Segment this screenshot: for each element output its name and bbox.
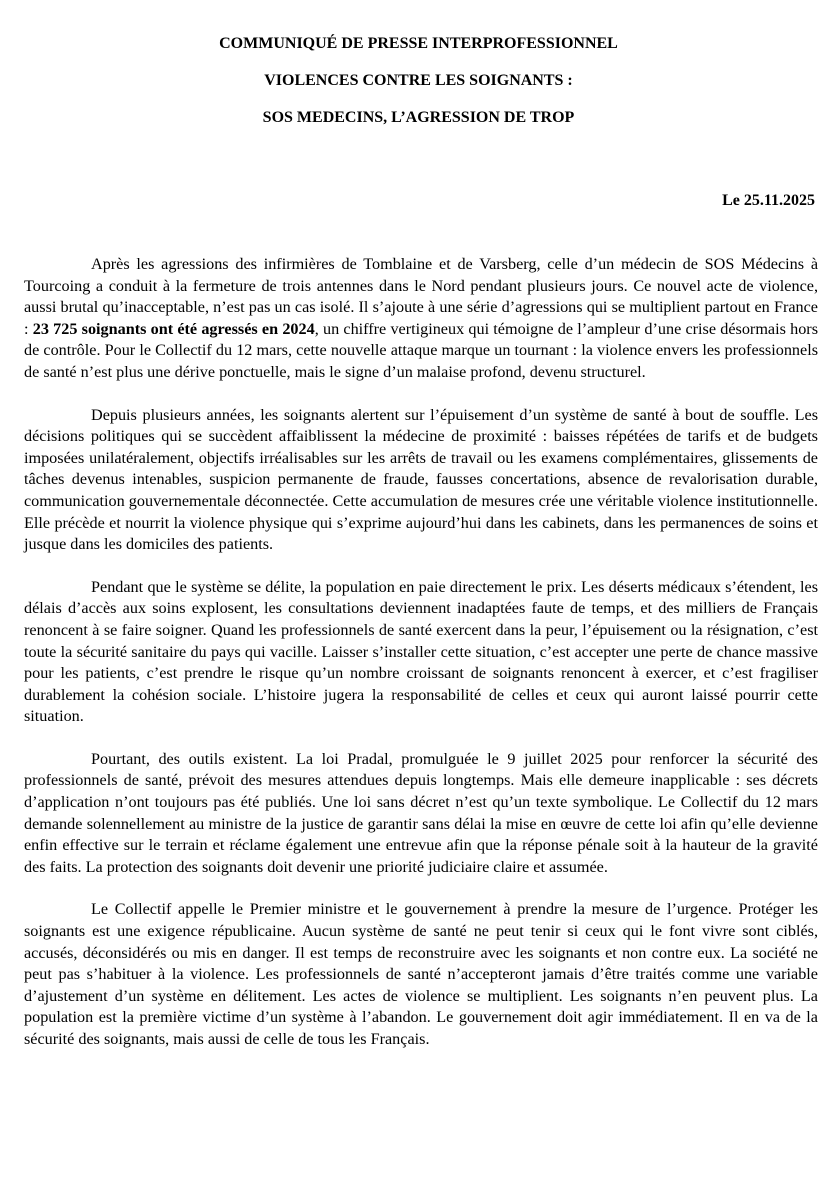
- document-title: VIOLENCES CONTRE LES SOIGNANTS :: [264, 72, 573, 89]
- paragraph-1-text-start: Après les agressions des infirmières de Tomblaine et de Varsberg, celle d’un médecin de SOS Médecins à Tourcoing a conduit à la fermeture de trois antennes dans le Nord pendant plusieurs jours. Ce nouvel acte de violence, aussi brutal qu’inacceptable, n’est pas un cas isolé. Il s’ajoute à une série d’agressions qui se multiplient partout en France :: [24, 255, 818, 338]
- document-heading: COMMUNIQUÉ DE PRESSE INTERPROFESSIONNEL: [219, 35, 618, 52]
- document-body: [24, 254, 818, 1072]
- document-date: Le 25.11.2025: [722, 192, 815, 209]
- paragraph-1: [24, 254, 818, 384]
- document-subtitle: SOS MEDECINS, L’AGRESSION DE TROP: [262, 109, 575, 126]
- paragraph-1-text-end: , un chiffre vertigineux qui témoigne de l’ampleur d’une crise désormais hors de contrôle. Pour le Collectif du 12 mars, cette nouvelle attaque marque un tournant : la violence envers les professionnels de santé n’est plus une dérive ponctuelle, mais le signe d’un malaise profond, devenu structurel.: [24, 319, 819, 381]
- paragraph-2: Depuis plusieurs années, les soignants alertent sur l’épuisement d’un système de santé à bout de souffle. Les décisions politiques qui se succèdent affaiblissent la médecine de proximité : baisses répétées de tarifs et de budgets imposées unilatéralement, objectifs irréalisables sur les arrêts de travail ou les examens complémentaires, glissements de tâches devenus intenables, suspicion permanente de fraude, fausses concertations, absence de revalorisation durable, communication gouvernementale déconnectée. Cette accumulation de mesures crée une véritable violence institutionnelle. Elle précède et nourrit la violence physique qui s’exprime aujourd’hui dans les cabinets, dans les permanences de soins et jusque dans les domiciles des patients.: [24, 405, 818, 554]
- paragraph-3: Pendant que le système se délite, la population en paie directement le prix. Les déserts médicaux s’étendent, les délais d’accès aux soins explosent, les consultations deviennent inadaptées faute de temps, et des milliers de Français renoncent à se faire soigner. Quand les professionnels de santé exercent dans la peur, l’épuisement ou la résignation, c’est toute la sécurité sanitaire du pays qui vacille. Laisser s’installer cette situation, c’est accepter une perte de chance massive pour les patients, c’est prendre le risque qu’un nombre croissant de soignants renoncent à exercer, et c’est fragiliser durablement la cohésion sociale. L’histoire jugera la responsabilité de celles et ceux qui auront laissé pourrir cette situation.: [24, 577, 818, 726]
- paragraph-1-highlight: 23 725 soignants ont été agressés en 2024: [32, 319, 315, 338]
- paragraph-5: Le Collectif appelle le Premier ministre et le gouvernement à prendre la mesure de l’urgence. Protéger les soignants est une exigence républicaine. Aucun système de santé ne peut tenir si ceux qui le font vivre sont ciblés, accusés, déconsidérés ou mis en danger. Il est temps de reconstruire avec les soignants et non contre eux. La société ne peut pas s’habituer à la violence. Les professionnels de santé n’accepteront jamais d’être traités comme une variable d’ajustement d’un système en délitement. Les actes de violence se multiplient. Les soignants n’en peuvent plus. La population est la première victime d’un système à l’abandon. Le gouvernement doit agir immédiatement. Il en va de la sécurité des soignants, mais aussi de celle de tous les Français.: [24, 900, 818, 1048]
- paragraph-4: Pourtant, des outils existent. La loi Pradal, promulguée le 9 juillet 2025 pour renforcer la sécurité des professionnels de santé, prévoit des mesures attendues depuis longtemps. Mais elle demeure inapplicable : ses décrets d’application n’ont toujours pas été publiés. Une loi sans décret n’est qu’un texte symbolique. Le Collectif du 12 mars demande solennellement au ministre de la justice de garantir sans délai la mise en œuvre de cette loi afin qu’elle devienne enfin effective sur le terrain et réclame également une entrevue afin que la réponse pénale soit à la hauteur de la gravité des faits. La protection des soignants doit devenir une priorité judiciaire claire et assumée.: [24, 749, 818, 876]
